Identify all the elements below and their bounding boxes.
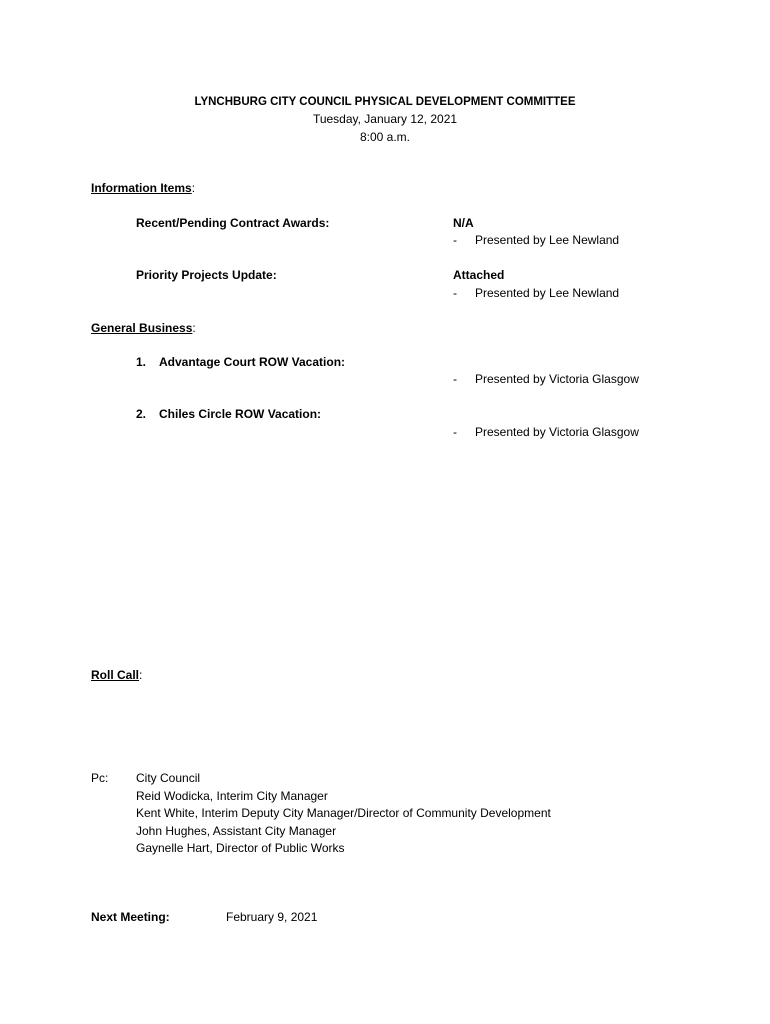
business-item-label: Advantage Court ROW Vacation: — [159, 355, 346, 369]
business-item-label: Chiles Circle ROW Vacation: — [159, 407, 322, 421]
info-item-label: Recent/Pending Contract Awards: — [136, 216, 330, 230]
business-item-presenter: Presented by Victoria Glasgow — [475, 425, 639, 439]
business-item-presenter: Presented by Victoria Glasgow — [475, 372, 639, 386]
info-item-dash: - — [453, 286, 457, 300]
info-item-status: Attached — [453, 268, 505, 282]
next-meeting-date: February 9, 2021 — [226, 910, 318, 924]
general-business-heading — [91, 321, 196, 336]
business-item-dash: - — [453, 425, 457, 439]
roll-call-heading-colon: : — [139, 668, 143, 682]
pc-recipient: Kent White, Interim Deputy City Manager/Director of Community Development — [136, 806, 551, 820]
info-item-label: Priority Projects Update: — [136, 268, 277, 282]
pc-label: Pc: — [91, 771, 109, 785]
next-meeting-label: Next Meeting: — [91, 910, 170, 924]
business-item-number: 2. — [136, 407, 147, 421]
information-items-heading-colon: : — [191, 181, 196, 195]
roll-call-heading-text: Roll Call — [91, 668, 140, 682]
pc-recipient: City Council — [136, 771, 201, 785]
roll-call-heading — [91, 668, 142, 683]
document-title: LYNCHBURG CITY COUNCIL PHYSICAL DEVELOPMENT COMMITTEE — [194, 96, 576, 108]
general-business-heading-text: General Business — [91, 321, 193, 335]
information-items-heading — [91, 181, 195, 196]
info-item-presenter: Presented by Lee Newland — [475, 286, 620, 300]
info-item-presenter: Presented by Lee Newland — [475, 233, 620, 247]
info-item-dash: - — [453, 233, 457, 247]
pc-recipient: Reid Wodicka, Interim City Manager — [136, 789, 328, 803]
general-business-heading-colon: : — [192, 321, 196, 335]
pc-recipient: Gaynelle Hart, Director of Public Works — [136, 841, 345, 855]
information-items-heading-text: Information Items — [91, 181, 192, 195]
business-item-number: 1. — [136, 355, 147, 369]
meeting-date: Tuesday, January 12, 2021 — [312, 112, 458, 126]
pc-recipient: John Hughes, Assistant City Manager — [136, 824, 337, 838]
meeting-time: 8:00 a.m. — [359, 130, 411, 144]
business-item-dash: - — [453, 372, 457, 386]
info-item-status: N/A — [453, 216, 474, 230]
